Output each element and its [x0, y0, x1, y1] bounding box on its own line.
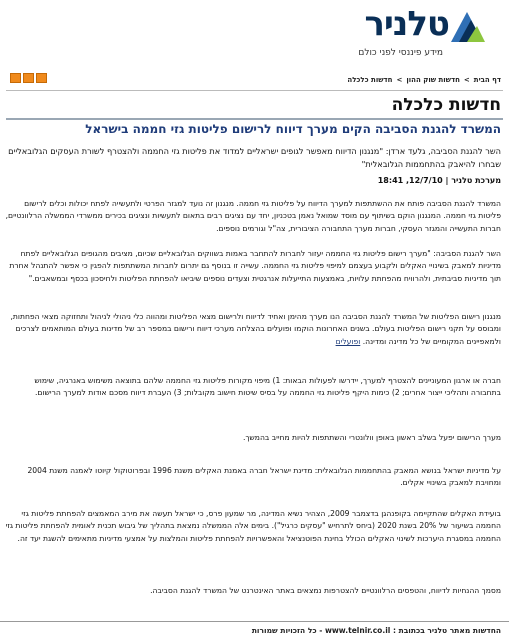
- site-header: [0, 0, 509, 72]
- breadcrumb-home[interactable]: דף הבית: [473, 76, 501, 84]
- footer-divider: [0, 621, 509, 622]
- article-paragraph: בועידת האקלים שהתקיימה בקופנהגן בדצמבר 2009, הצהיר נשיא המדינה, מר שמעון פרס, כי ישראל תעשה את מירב המאמצים להפחתת פליטות גזי החממה בשיעור של 20% בשנת 2020 (ביחס לתרחיש "עסקים כרגיל"). בימים אלה הממשלה נמצאת בתהליך של גיבוש תכנית לאומית להפחתת פליטות גזי החממה במסגרת היערכות לשינוי האקלים הכולל בחינת הפוטנציאל והאפשרויות להפחתת פליטות והמלצות על אמצעי מדיניות מתאימים להשגת יעד זה.: [5, 509, 501, 543]
- share-icon[interactable]: [36, 73, 47, 83]
- breadcrumb: [345, 76, 503, 84]
- section-title: חדשות כלכלה: [391, 95, 501, 115]
- article-paragraph: השר להגנת הסביבה: "מערך רישום פליטות גזי החממה יעזור לחברות להתחבר באמות בשווקים הגלובאליים שכיום, מציבים מהגופים הגלובאליים לפתח מדיניות למאבק בשינויי האקלים ולקבוע בעצמם למיפוי פליטות גזי החממה. עשייה זו בנוסף גם יתרום לחברות המשתתפות להפגין כי אפשר להתנהל אחרת תוך מדיניות סביבתית, ולהרוויח מהפחתת עלויות, באמצעות התייעלות אנרגטית וצעדים נוספים שיביאו להפחתת הפליטות ולחיסכון בכסף ובמשאבים.": [9, 249, 501, 283]
- email-icon[interactable]: [23, 73, 34, 83]
- paragraph-text: מנגנון רישום הפליטות של המשרד להגנת הסביבה הנו מערך מהימן ואחיד לדיווח ולרישום מצאי הפליטות ומהווה כלי ניהולי לניהול ותחזוקה מצאי הפחתות, ומבוסס על תקני רישום הפליטות בעולם. בשנים האחרונות הוקמו ופועלים בהצלחה מערכי דיווח ורישום במספר רב של מדינות בעולם המותאמים לצרכים ולמאפיינים המקומיים של כל מדינה ומדינה.: [10, 312, 501, 346]
- site-logo[interactable]: [237, 2, 487, 70]
- breadcrumb-separator: >: [396, 76, 403, 84]
- divider: [6, 90, 503, 91]
- breadcrumb-market-news[interactable]: חדשות שוק ההון: [406, 76, 460, 84]
- section-divider: [6, 118, 503, 120]
- article-lead: השר להגנת הסביבה, גלעד ארדן: "מנגנון הדיווח מאפשר לגופים ישראליים למדוד את פליטות גזי החממה ולהצטרף לשורת העסקים הגלובאליים שבחרו להיאבק בהתחממות הגלובאלית": [8, 146, 501, 169]
- breadcrumb-separator: >: [463, 76, 470, 84]
- article-paragraph: חברה או ארגון המעוניינים להצטרף למערך, יידרשו לפעולות הבאות: 1) מיפוי מקורות פליטות גזי החממה שלהם בתוצאה משימוש באנרגיה, שימוש בתחבורה ותהליכי ייצור אחרים; 2) כימות היקף פליטות גזי החממה על בסיס שיטות חישוב מקובלות; 3) העברת דיווח מסכם אודות למערך הרישום.: [34, 376, 501, 398]
- breadcrumb-economy-news: חדשות כלכלה: [347, 76, 393, 84]
- article-title: המשרד להגנת הסביבה הקים מערך דיווח לרישום פליטות גזי חממה בישראל: [85, 122, 501, 136]
- article-paragraph: מסמך ההנחיות לדיווח, והטפסים הרלוונטיים להצטרפות נמצאים באתר האינטרנט של המשרד להגנת הסביבה.: [150, 586, 501, 595]
- article-paragraph: על מדיניות ישראל בנושא המאבק בהתחממות הגלובאלית: מדינת ישראל חברה באמנת האקלים משנת 1996 ובפרוטוקול קיוטו לאמנה משנת 2004 ומחויבת למאבק בשינויי אקלים.: [27, 466, 501, 488]
- logo-wordmark: טלניר: [364, 4, 449, 44]
- print-icon[interactable]: [10, 73, 21, 83]
- footer-text: החדשות מאתר טלניר בכתובת : www.telnir.co.il - כל הזכויות שמורות: [251, 626, 501, 635]
- logo-tagline: מידע פיננסי לפני כולם: [358, 48, 443, 58]
- logo-mark-icon: [449, 8, 487, 46]
- article-paragraph: [2, 311, 501, 348]
- article-tools: [10, 73, 47, 83]
- article-link[interactable]: ופועלים: [335, 336, 361, 346]
- article-byline: מערכת טלניר | 12/7/10, 18:41: [377, 176, 501, 185]
- article-paragraph: המשרד להגנת הסביבה פותח את ההשתתפות למערך הדיווח על פליטות גזי חממה. מנגנון זה נועד למגזר הפרטי ולתעשייה לפתח יכולות וכלים לרישום פליטות גזי חממה. המנגנון הוקם בשיתוף עם מוסד שמואל נאמן בטכניון, יחד עם נציגים רבים בתאום לתעשיות ונציגים בכירים ממשרדי הממשלה הרלוונטיים, חברות התעשייה והמגזר העסקי, חברות מערך התחבורה הציבורית, צה"ל וגורמים נוספים.: [5, 199, 501, 233]
- article-paragraph: מערך הרישום יפעל בשלב ראשון באופן וולונטרי והשתתפות להיות מחייב בהמשך.: [242, 433, 501, 442]
